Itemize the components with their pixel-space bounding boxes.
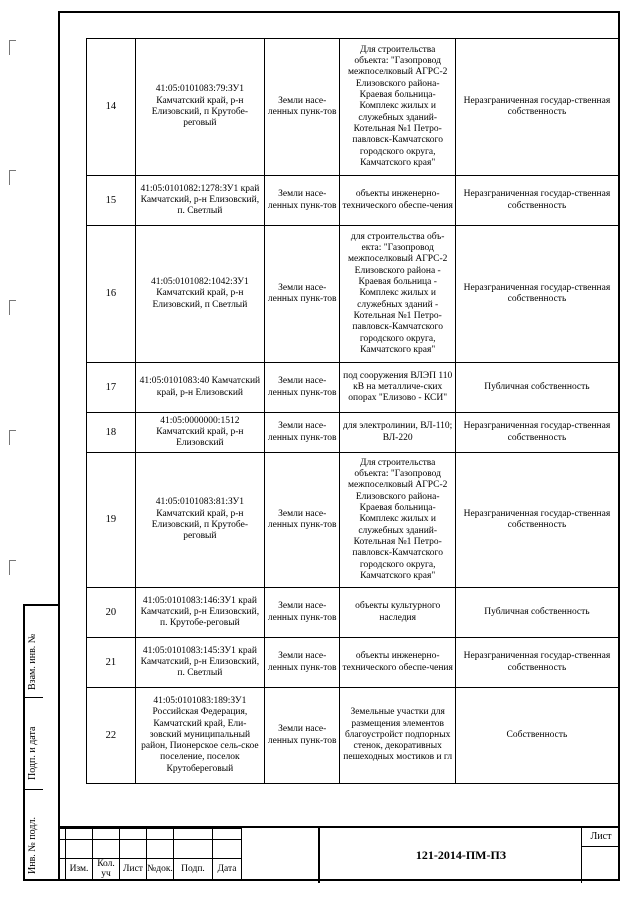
stamp-col-data: Дата	[213, 859, 242, 880]
land-category-cell: Земли насе-ленных пунк-тов	[264, 453, 340, 588]
margin-tick	[9, 40, 16, 55]
row-number: 21	[87, 638, 136, 688]
row-number: 22	[87, 688, 136, 784]
ownership-cell: Неразграниченная государ-ственная собственность	[455, 176, 618, 226]
permitted-use-cell: для строительства объ-екта: "Газопровод межпоселковый АГРС-2 Елизовского района - Краевая больница - Комплекс жилых и служебных зданий - Котельная №1 Петро-павловск-Камчатского городского округа, Камчатского края"	[340, 226, 455, 363]
row-number: 15	[87, 176, 136, 226]
ownership-cell: Публичная собственность	[455, 588, 618, 638]
ownership-cell: Неразграниченная государ-ственная собственность	[455, 226, 618, 363]
ownership-cell: Неразграниченная государ-ственная собственность	[455, 39, 618, 176]
table-row	[87, 39, 619, 176]
ownership-cell: Неразграниченная государ-ственная собственность	[455, 413, 618, 453]
vzam-label: Взам. инв. №	[27, 633, 38, 690]
row-number: 14	[87, 39, 136, 176]
permitted-use-cell: Для строительства объекта: "Газопровод межпоселковый АГРС-2 Елизовского района-Краевая больница-Комплекс жилых и служебных зданий-Котельная №1 Петро-павловск-Камчатского городского округа, Камчатского края"	[340, 453, 455, 588]
cadastral-cell: 41:05:0101083:40 Камчатский край, р-н Елизовский	[135, 363, 264, 413]
land-table	[86, 38, 619, 784]
table-row	[87, 413, 619, 453]
permitted-use-cell: Для строительства объекта: "Газопровод межпоселковый АГРС-2 Елизовского района-Краевая больница-Комплекс жилых и служебных зданий-Котельная №1 Петро-павловск-Камчатского городского округа, Камчатского края"	[340, 39, 455, 176]
row-number: 17	[87, 363, 136, 413]
margin-tick	[9, 170, 16, 185]
stamp-col-podp: Подп.	[174, 859, 213, 880]
sheet-box	[581, 828, 620, 883]
stamp-col-ndok: №док.	[147, 859, 174, 880]
cadastral-cell: 41:05:0101082:1278:ЗУ1 край Камчатский, р-н Елизовский, п. Светлый	[135, 176, 264, 226]
margin-tick	[9, 300, 16, 315]
land-category-cell: Земли насе-ленных пунк-тов	[264, 413, 340, 453]
cadastral-cell: 41:05:0101083:189:ЗУ1 Российская Федерация, Камчатский край, Ели-зовский муниципальный район, Пионерское сель-ское поселение, поселок Крутобереговый	[135, 688, 264, 784]
row-number: 20	[87, 588, 136, 638]
table-row	[87, 638, 619, 688]
margin-tick	[9, 560, 16, 575]
ownership-cell: Неразграниченная государ-ственная собственность	[455, 638, 618, 688]
land-category-cell: Земли насе-ленных пунк-тов	[264, 688, 340, 784]
title-block	[58, 826, 620, 883]
ownership-cell: Публичная собственность	[455, 363, 618, 413]
land-category-cell: Земли насе-ленных пунк-тов	[264, 176, 340, 226]
table-row	[87, 453, 619, 588]
row-number: 18	[87, 413, 136, 453]
cadastral-cell: 41:05:0101082:1042:ЗУ1 Камчатский край, р-н Елизовский, п Светлый	[135, 226, 264, 363]
cadastral-cell: 41:05:0000000:1512 Камчатский край, р-н Елизовский	[135, 413, 264, 453]
row-number: 19	[87, 453, 136, 588]
land-category-cell: Земли насе-ленных пунк-тов	[264, 638, 340, 688]
permitted-use-cell: под сооружения ВЛЭП 110 кВ на металличе-ских опорах "Елизово - КСИ"	[340, 363, 455, 413]
land-category-cell: Земли насе-ленных пунк-тов	[264, 226, 340, 363]
permitted-use-cell: объекты инженерно-технического обеспе-чения	[340, 176, 455, 226]
stamp-col-kol: Кол. уч	[93, 859, 120, 880]
permitted-use-cell: объекты инженерно-технического обеспе-чения	[340, 638, 455, 688]
sheet-label: Лист	[582, 828, 620, 847]
cadastral-cell: 41:05:0101083:145:ЗУ1 край Камчатский, р-н Елизовский, п. Светлый	[135, 638, 264, 688]
cadastral-cell: 41:05:0101083:81:ЗУ1 Камчатский край, р-н Елизовский, п Крутобе-реговый	[135, 453, 264, 588]
document-code: 121-2014-ПМ-ПЗ	[318, 828, 602, 883]
stamp-col-list: Лист	[120, 859, 147, 880]
land-category-cell: Земли насе-ленных пунк-тов	[264, 363, 340, 413]
table-row	[87, 688, 619, 784]
cadastral-cell: 41:05:0101083:146:ЗУ1 край Камчатский, р-н Елизовский, п. Крутобе-реговый	[135, 588, 264, 638]
table-row	[87, 363, 619, 413]
permitted-use-cell: объекты культурного наследия	[340, 588, 455, 638]
cadastral-cell: 41:05:0101083:79:ЗУ1 Камчатский край, р-н Елизовский, п Крутобе-реговый	[135, 39, 264, 176]
inv-label: Инв. № подл.	[27, 817, 38, 874]
table-row	[87, 226, 619, 363]
permitted-use-cell: Земельные участки для размещения элементов благоустройст подпорных стенок, декоративных пешеходных мостиков и гл	[340, 688, 455, 784]
land-category-cell: Земли насе-ленных пунк-тов	[264, 39, 340, 176]
margin-tick	[9, 430, 16, 445]
ownership-cell: Неразграниченная государ-ственная собственность	[455, 453, 618, 588]
ownership-cell: Собственность	[455, 688, 618, 784]
stamp-col-izm: Изм.	[66, 859, 93, 880]
table-row	[87, 176, 619, 226]
permitted-use-cell: для электролинии, ВЛ-110; ВЛ-220	[340, 413, 455, 453]
stamp-grid	[58, 828, 242, 880]
table-row	[87, 588, 619, 638]
podp-label: Подп. и дата	[27, 726, 38, 780]
row-number: 16	[87, 226, 136, 363]
land-category-cell: Земли насе-ленных пунк-тов	[264, 588, 340, 638]
